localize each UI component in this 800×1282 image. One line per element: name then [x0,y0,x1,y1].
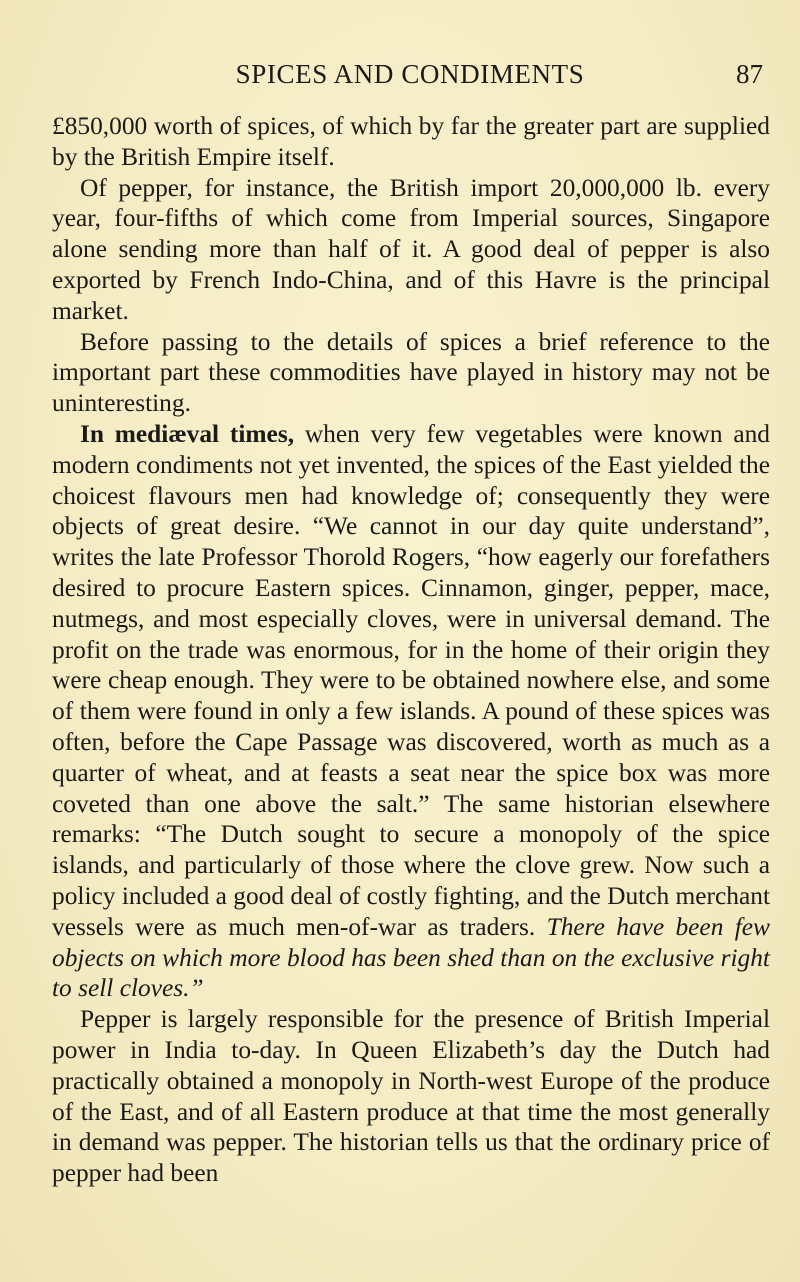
page-header [57,58,763,90]
paragraph-tail-italic: There have been few objects on which more blood has been shed than on the exclusive right to sell cloves.” [52,912,770,1003]
body-text [52,111,770,1189]
page-number: 87 [736,59,763,89]
paragraph-body: when very few vegetables were known and modern condiments not yet invented, the spices of the East yielded the choicest flavours men had knowledge of; consequently they were objects of great desire. “We cannot in our day quite understand”, writes the late Professor Thorold Rogers, “how eagerly our forefathers desired to procure Eastern spices. Cinnamon, ginger, pepper, mace, nutmegs, and most especially cloves, were in universal demand. The profit on the trade was enormous, for in the home of their origin they were cheap enough. They were to be obtained nowhere else, and some of them were found in only a few islands. A pound of these spices was often, before the Cape Passage was discovered, worth as much as a quarter of wheat, and at feasts a seat near the spice box was more coveted than one above the salt.” The same historian elsewhere remarks: “The Dutch sought to secure a monopoly of the spice islands, and particularly of those where the clove grew. Now such a policy included a good deal of costly fighting, and the Dutch merchant vessels were as much men-of-war as traders. [52,419,771,941]
paragraph [52,419,770,1004]
running-head: SPICES AND CONDIMENTS [235,59,585,89]
paragraph: Before passing to the details of spices a brief reference to the important part these commodities have played in history may not be uninteresting. [52,327,770,418]
paragraph: £850,000 worth of spices, of which by far the greater part are supplied by the British Empire itself. [52,112,770,171]
paragraph: Pepper is largely responsible for the presence of British Imperial power in India to-day. In Queen Elizabeth’s day the Dutch had practically obtained a monopoly in North-west Europe of the produce of the East, and of all Eastern produce at that time the most generally in demand was pepper. The historian tells us that the ordinary price of pepper had been [52,1005,770,1188]
paragraph-lead-bold: In mediæval times, [79,419,295,448]
paragraph: Of pepper, for instance, the British import 20,000,000 lb. every year, four-fifths of which come from Imperial sources, Singapore alone sending more than half of it. A good deal of pepper is also exported by French Indo-China, and of this Havre is the principal market. [52,173,770,325]
